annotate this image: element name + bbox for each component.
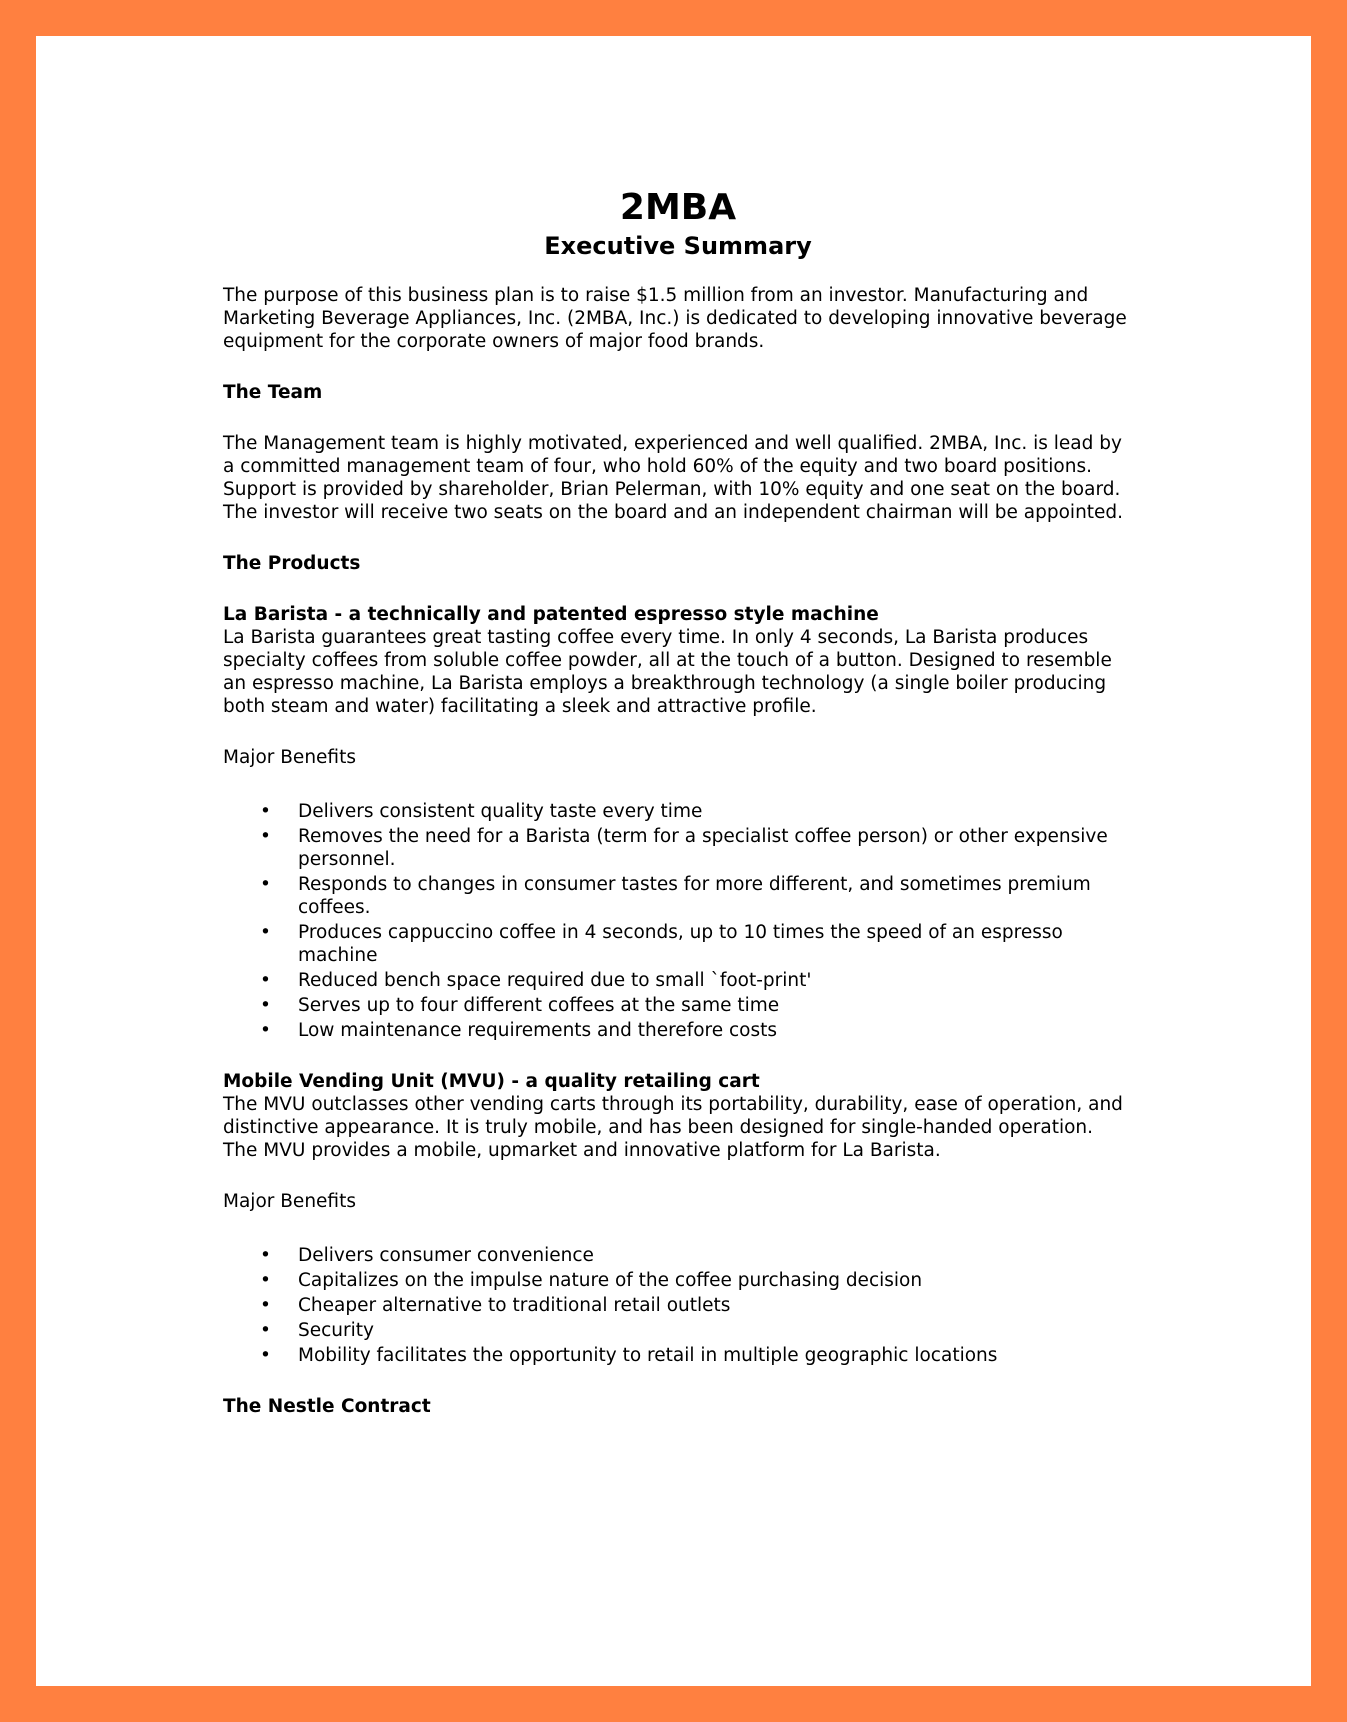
team-paragraph: The Management team is highly motivated, experienced and well qualified. 2MBA, Inc. is lead by a committed management team of four, who hold 60% of the equity and two board positions. Support is provided by shareholder, Brian Pelerman, with 10% equity and one seat on the board. The investor will receive two seats on the board and an independent chairman will be appointed. (223, 433, 1124, 523)
list-item: • Serves up to four different coffees at the same time (260, 995, 780, 1016)
mvu-title: Mobile Vending Unit (MVU) - a quality retailing cart (223, 1071, 760, 1092)
mvu-benefits-list (223, 1244, 1133, 1367)
bullet-icon: • (260, 1320, 271, 1341)
document-page (36, 36, 1311, 1686)
la-barista-title: La Barista - a technically and patented espresso style machine (223, 604, 879, 625)
bullet-icon: • (260, 874, 271, 895)
bullet-icon: • (260, 801, 271, 822)
bullet-icon: • (260, 1345, 271, 1366)
list-item: • Mobility facilitates the opportunity to retail in multiple geographic locations (260, 1345, 998, 1366)
bullet-icon: • (260, 1245, 271, 1266)
mvu-benefits-label: Major Benefits (223, 1191, 356, 1212)
document-subtitle: Executive Summary (544, 232, 812, 260)
bullet-icon: • (260, 1295, 271, 1316)
la-barista-paragraph: La Barista guarantees great tasting coffee every time. In only 4 seconds, La Barista produces specialty coffees from soluble coffee powder, all at the touch of a button. Designed to resemble an espresso machine, La Barista employs a breakthrough technology (a single boiler producing both steam and water) facilitating a sleek and attractive profile. (223, 627, 1112, 717)
mvu-paragraph: The MVU outclasses other vending carts through its portability, durability, ease of operation, and distinctive appearance. It is truly mobile, and has been designed for single-handed operation. The MVU provides a mobile, upmarket and innovative platform for La Barista. (223, 1094, 1123, 1161)
bullet-icon: • (260, 970, 271, 991)
bullet-icon: • (260, 1270, 271, 1291)
document-title: 2MBA (619, 187, 737, 228)
bullet-icon: • (260, 995, 271, 1016)
intro-paragraph: The purpose of this business plan is to raise $1.5 million from an investor. Manufacturing and Marketing Beverage Appliances, Inc. (2MBA, Inc.) is dedicated to developing innovative beverage equipment for the corporate owners of major food brands. (223, 285, 1127, 352)
bullet-icon: • (260, 826, 271, 847)
team-heading: The Team (223, 382, 323, 403)
list-item: • Responds to changes in consumer tastes for more different, and sometimes premium coffees. (260, 874, 1091, 918)
list-item: • Cheaper alternative to traditional retail outlets (260, 1295, 731, 1316)
la-barista-benefits-label: Major Benefits (223, 747, 356, 768)
document-content (223, 186, 1133, 1446)
list-item: • Security (260, 1320, 374, 1341)
list-item: • Reduced bench space required due to small `foot-print' (260, 970, 812, 991)
list-item: • Delivers consistent quality taste every time (260, 801, 703, 822)
nestle-heading: The Nestle Contract (223, 1396, 431, 1417)
list-item: • Removes the need for a Barista (term for a specialist coffee person) or other expensive personnel. (260, 826, 1108, 870)
la-barista-benefits-list (223, 800, 1133, 1042)
bullet-icon: • (260, 922, 271, 943)
list-item: • Capitalizes on the impulse nature of the coffee purchasing decision (260, 1270, 923, 1291)
bullet-icon: • (260, 1020, 271, 1041)
list-item: • Delivers consumer convenience (260, 1245, 594, 1266)
list-item: • Low maintenance requirements and therefore costs (260, 1020, 778, 1041)
list-item: • Produces cappuccino coffee in 4 seconds, up to 10 times the speed of an espresso machine (260, 922, 1063, 966)
products-heading: The Products (223, 553, 361, 574)
